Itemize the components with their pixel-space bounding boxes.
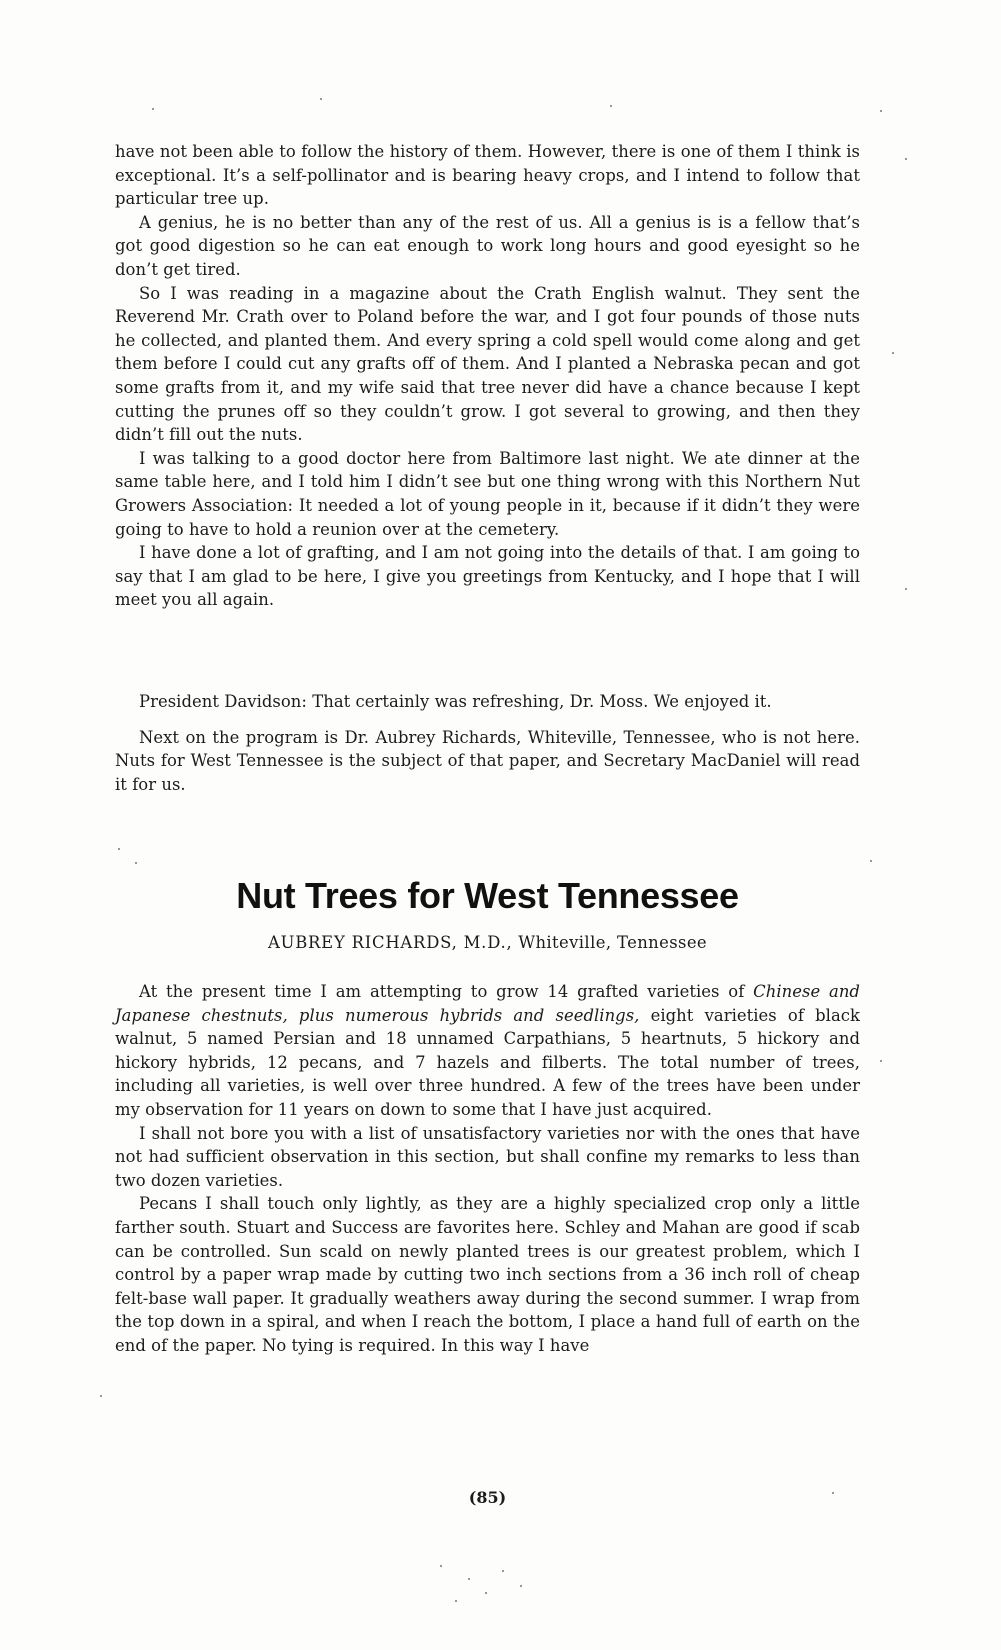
paragraph-varieties	[115, 980, 860, 1122]
page-number: (85)	[468, 1488, 507, 1507]
scan-speck	[502, 1570, 504, 1572]
varieties-intro: At the present time I am attempting to grow 14 grafted varieties of	[139, 982, 745, 1001]
paragraph-baltimore-doctor: I was talking to a good doctor here from Baltimore last night. We ate dinner at the same table here, and I told him I didn’t see but one thing wrong with this Northern Nut Growers Association: It needed a lot of young people in it, because if it didn’t they were going to have to hold a reunion over at the cemetery.	[115, 448, 860, 539]
scan-speck	[320, 98, 322, 100]
article-byline	[115, 933, 860, 952]
scan-speck	[610, 105, 612, 107]
article-title: Nut Trees for West Tennessee	[236, 875, 739, 916]
scan-speck	[905, 588, 907, 590]
continued-text-section	[115, 140, 860, 612]
paragraph-unsatisfactory: I shall not bore you with a list of unsatisfactory varieties nor with the ones that have not had sufficient observation in this section, but shall confine my remarks to less than two dozen varieties.	[115, 1123, 860, 1190]
scan-speck	[455, 1600, 457, 1602]
paragraph-crath-walnut: So I was reading in a magazine about the Crath English walnut. They sent the Reverend Mr. Crath over to Poland before the war, and I got four pounds of those nuts he collected, and planted them. And every spring a cold spell would come along and get them before I could cut any grafts off of them. And I planted a Nebraska pecan and got some grafts from it, and my wife said that tree never did have a chance because I kept cutting the prunes off so they couldn’t grow. I got several to growing, and then they didn’t fill out the nuts.	[115, 283, 860, 445]
scan-speck	[880, 110, 882, 112]
scan-speck	[152, 108, 154, 110]
scan-speck	[520, 1585, 522, 1587]
paragraph-pecans: Pecans I shall touch only lightly, as they are a highly specialized crop only a little farther south. Stuart and Success are favorites here. Schley and Mahan are good if scab can be controlled. Sun scald on newly planted trees is our greatest problem, which I control by a paper wrap made by cutting two inch sections from a 36 inch roll of cheap felt-base wall paper. It gradually weathers away during the second summer. I wrap from the top down in a spiral, and when I reach the bottom, I place a hand full of earth on the end of the paper. No tying is required. In this way I have	[115, 1194, 860, 1355]
scan-speck	[880, 1060, 882, 1062]
program-remarks-section	[115, 690, 860, 796]
scan-speck	[440, 1565, 442, 1567]
scan-speck	[135, 862, 137, 864]
varieties-rest: eight varieties of black walnut, 5 named Persian and 18 unnamed Carpathians, 5 heartnuts, 5 hickory and hickory hybrids, 12 pecans, and 7 hazels and filberts. The total number of trees, including all varieties, is well over three hundred. A few of the trees have been under my observation for 11 years on down to some that I have just acquired.	[115, 1005, 860, 1119]
scan-speck	[118, 848, 120, 850]
scan-speck	[832, 1492, 834, 1494]
author-location: Whiteville, Tennessee	[518, 933, 708, 952]
article-body	[115, 980, 860, 1358]
paragraph-genius: A genius, he is no better than any of the rest of us. All a genius is is a fellow that’s got good digestion so he can eat enough to work long hours and good eyesight so he don’t get tired.	[115, 212, 860, 279]
scan-speck	[905, 158, 907, 160]
paragraph-president-remark: President Davidson: That certainly was refreshing, Dr. Moss. We enjoyed it.	[139, 692, 772, 711]
author-name: AUBREY RICHARDS, M.D.,	[267, 933, 513, 952]
scan-speck	[892, 352, 894, 354]
scan-speck	[100, 1395, 102, 1397]
paragraph-grafting: I have done a lot of grafting, and I am not going into the details of that. I am going to say that I am glad to be here, I give you greetings from Kentucky, and I hope that I will meet you all again.	[115, 543, 860, 610]
varieties-italic: Chinese and Japanese chestnuts, plus numerous hybrids and seedlings,	[115, 982, 860, 1025]
scan-speck	[468, 1578, 470, 1580]
scan-speck	[485, 1592, 487, 1594]
scan-speck	[870, 860, 872, 862]
paragraph-next-on-program: Next on the program is Dr. Aubrey Richards, Whiteville, Tennessee, who is not here. Nuts for West Tennessee is the subject of that paper, and Secretary MacDaniel will read it for us.	[115, 727, 860, 794]
paragraph-history: have not been able to follow the history of them. However, there is one of them I think is exceptional. It’s a self-pollinator and is bearing heavy crops, and I intend to follow that particular tree up.	[115, 142, 860, 209]
